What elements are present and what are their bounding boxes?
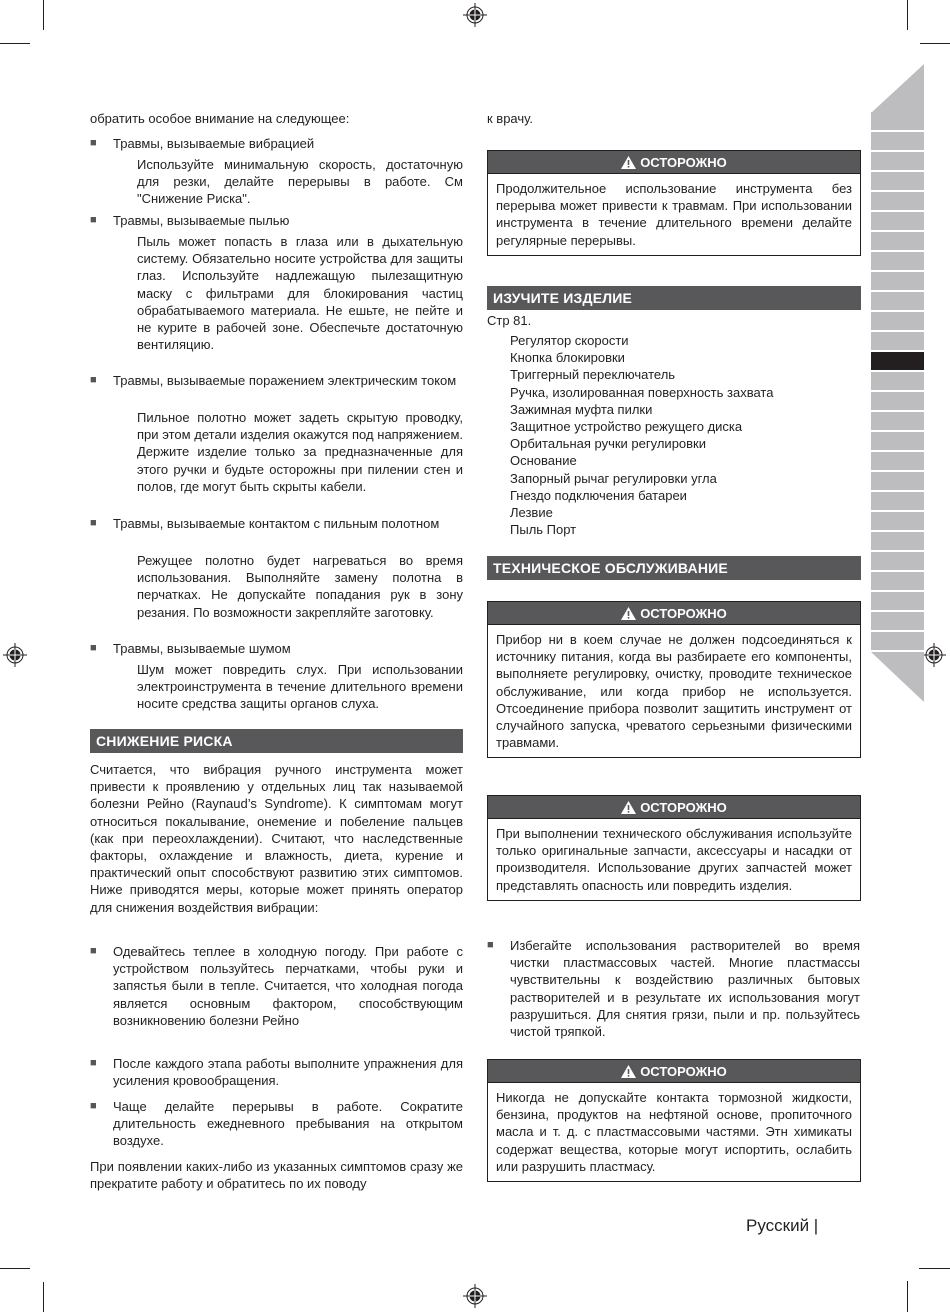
parts-list-item: Основание xyxy=(510,453,577,469)
registration-mark-icon xyxy=(3,643,27,667)
page-reference: Стр 81. xyxy=(487,313,532,328)
crop-mark xyxy=(919,1268,950,1269)
parts-list-item: Регулятор скорости xyxy=(510,333,629,348)
side-index-tabs xyxy=(871,112,924,652)
hazard-item xyxy=(90,135,463,152)
hazard-item xyxy=(90,212,463,229)
caution-text: При выполнении технического обслуживания используйте только оригинальные запчасти, аксессуары и насадки от производителя. Использование других запчастей может представлять опасность или повредить изделия. xyxy=(496,826,852,893)
warning-icon xyxy=(621,801,636,814)
caution-header: ОСТОРОЖНО xyxy=(488,602,860,625)
side-index-tab xyxy=(871,532,924,552)
crop-mark xyxy=(0,1268,30,1269)
side-index-tab xyxy=(871,152,924,172)
registration-mark-icon xyxy=(463,1284,487,1308)
bullet-icon: ■ xyxy=(487,939,494,951)
caution-text: Продолжительное использование инструмента без перерыва может привести к травмам. При использовании инструмента в течение длительного времени делайте регулярные перерывы. xyxy=(496,181,852,248)
side-index-tab xyxy=(871,412,924,432)
side-index-tab xyxy=(871,272,924,292)
side-index-tab xyxy=(871,352,924,372)
side-index-tab xyxy=(871,572,924,592)
bullet-icon: ■ xyxy=(90,214,97,226)
bullet-icon: ■ xyxy=(90,1057,97,1069)
parts-list-item: Запорный рычаг регулировки угла xyxy=(510,470,717,486)
bullet-icon: ■ xyxy=(90,945,97,957)
side-index-tab xyxy=(871,512,924,532)
side-index-tab xyxy=(871,292,924,312)
crop-mark xyxy=(0,43,30,44)
side-index-top-triangle xyxy=(871,64,924,113)
continuation-text: к врачу. xyxy=(487,111,533,126)
caution-text: Прибор ни в коем случае не должен подсоединяться к источнику питания, когда вы разбираете его компоненты, выполняете регулировку, очистку, проводите техническое обслуживание, или когда прибор не используется. Отсоединение прибора позволит защитить инструмент от случайного запуска, чреватого серьезными физическими травмами. xyxy=(496,632,852,751)
side-index-tab xyxy=(871,252,924,272)
risk-bullet: ■ Чаще делайте перерывы в работе. Сократите длительность ежедневного пребывания на открытом воздухе. xyxy=(90,1099,463,1149)
side-index-tab xyxy=(871,192,924,212)
section-heading-know-product: ИЗУЧИТЕ ИЗДЕЛИЕ xyxy=(487,286,861,310)
crop-mark xyxy=(920,43,950,44)
hazard-text: Режущее полотно будет нагреваться во время использования. Выполняйте замену полотна в перчатках. Не допускайте попадания рук в зону резания. По возможности закрепляйте заготовку. xyxy=(137,553,463,620)
hazard-text: Пыль может попасть в глаза или в дыхательную систему. Обязательно носите устройства для защиты глаз. Используйте надлежащую пылезащитную маску с фильтрами для блокирования частиц обрабатываемого материала. Не ешьте, не пейте и не курите в рабочей зоне. Обеспечьте достаточную вентиляцию. xyxy=(137,234,463,353)
crop-mark xyxy=(43,0,44,30)
parts-list-item: Кнопка блокировки xyxy=(510,350,625,366)
caution-box xyxy=(487,795,861,901)
side-index-tab xyxy=(871,492,924,512)
side-index-tab xyxy=(871,172,924,192)
side-index-tab xyxy=(871,312,924,332)
caution-text: Никогда не допускайте контакта тормозной жидкости, бензина, продуктов на нефтяной основе, пропиточного масла и т. д. с пластмассовыми частями. Этн химикаты содержат вещества, которые могут испортить, ослабить или разрушить пластмасу. xyxy=(496,1090,852,1174)
bullet-icon: ■ xyxy=(90,137,97,149)
side-index-bottom-triangle xyxy=(871,652,924,702)
parts-list-item: Зажимная муфта пилки xyxy=(510,401,653,417)
side-index-tab xyxy=(871,612,924,632)
side-index-tab xyxy=(871,552,924,572)
crop-mark xyxy=(907,0,908,30)
section-heading-maintenance: ТЕХНИЧЕСКОЕ ОБСЛУЖИВАНИЕ xyxy=(487,556,861,580)
caution-box xyxy=(487,1059,861,1182)
bullet-icon: ■ xyxy=(90,642,97,654)
hazard-item xyxy=(90,515,463,532)
bullet-icon: ■ xyxy=(90,517,97,529)
side-index-tab xyxy=(871,432,924,452)
hazard-title: Травмы, вызываемые контактом с пильным полотном xyxy=(113,516,440,531)
registration-mark-icon xyxy=(922,643,946,667)
side-index-tab xyxy=(871,592,924,612)
registration-mark-icon xyxy=(463,3,487,27)
side-index-tab xyxy=(871,232,924,252)
maintenance-bullet: ■ Избегайте использования растворителей во время чистки пластмассовых частей. Многие пластмассы чувствительны к воздействию различных бытовых растворителей и в результате их использования могут разрушиться. Для снятия грязи, пыли и пр. пользуйтесь чистой тряпкой. xyxy=(487,938,860,1040)
hazard-title: Травмы, вызываемые пылью xyxy=(113,213,290,228)
parts-list-item: Защитное устройство режущего диска xyxy=(510,419,743,435)
caution-header: ОСТОРОЖНО xyxy=(488,796,860,819)
warning-icon xyxy=(621,1065,636,1078)
crop-mark xyxy=(907,1281,908,1312)
side-index-tab xyxy=(871,472,924,492)
side-index-tab xyxy=(871,452,924,472)
warning-icon xyxy=(621,607,636,620)
side-index-tab xyxy=(871,112,924,132)
parts-list-item: Ручка, изолированная поверхность захвата xyxy=(510,384,774,400)
hazard-title: Травмы, вызываемые вибрацией xyxy=(113,136,315,151)
caution-box xyxy=(487,601,861,758)
side-index-tab xyxy=(871,372,924,392)
risk-bullet: ■ После каждого этапа работы выполните упражнения для усиления кровообращения. xyxy=(90,1056,463,1089)
caution-header: ОСТОРОЖНО xyxy=(488,151,860,174)
caution-header: ОСТОРОЖНО xyxy=(488,1060,860,1083)
footer-language: Русский | xyxy=(746,1216,819,1235)
hazard-item xyxy=(90,640,463,657)
hazard-item xyxy=(90,372,463,389)
warning-icon xyxy=(621,156,636,169)
bullet-icon: ■ xyxy=(90,374,97,386)
hazard-text: Используйте минимальную скорость, достаточную для резки, делайте перерывы в работе. См "Снижение Риска". xyxy=(137,157,463,207)
parts-list-item: Пыль Порт xyxy=(510,522,577,538)
parts-list-item: Триггерный переключатель xyxy=(510,367,676,383)
side-index-tab xyxy=(871,332,924,352)
risk-closing: При появлении каких-либо из указанных симптомов сразу же прекратите работу и обратитесь по их поводу xyxy=(90,1159,463,1192)
hazard-text: Пильное полотно может задеть скрытую проводку, при этом детали изделия окажутся под напряжением. Держите изделие только за предназначенные для этого ручки и будьте осторожны при пилении стен и полов, где могут быть скрыты кабели. xyxy=(137,410,463,494)
side-index-tab xyxy=(871,132,924,152)
side-index-tab xyxy=(871,392,924,412)
side-index-tab xyxy=(871,212,924,232)
hazard-text: Шум может повредить слух. При использовании электроинструмента в течение длительного времени носите средства защиты органов слуха. xyxy=(137,662,463,712)
parts-list-item: Лезвие xyxy=(510,505,553,521)
risk-intro: Считается, что вибрация ручного инструмента может привести к проявлению у отдельных лиц так называемой болезни Рейно (Raynaud’s Syndrome). К симптомам могут относиться покалывание, онемение и побеление пальцев (как при переохлаждении). Считают, что наследственные факторы, охлаждение и влажность, диета, курение и практический опыт способствуют развитию этих симптомов. Ниже приводятся меры, которые может принять оператор для снижения воздействия вибрации: xyxy=(90,762,463,915)
hazard-title: Травмы, вызываемые поражением электрическим током xyxy=(113,373,457,388)
risk-bullet: ■ Одевайтесь теплее в холодную погоду. При работе с устройством пользуйтесь перчатками, чтобы руки и запястья были в тепле. Считается, что холодная погода является основным фактором, способствующим возникновению болезни Рейно xyxy=(90,944,463,1028)
crop-mark xyxy=(43,1282,44,1312)
side-index-tab xyxy=(871,632,924,652)
parts-list xyxy=(510,332,860,538)
section-heading-risk: СНИЖЕНИЕ РИСКА xyxy=(90,729,463,753)
hazard-title: Травмы, вызываемые шумом xyxy=(113,641,291,656)
parts-list-item: Гнездо подключения батареи xyxy=(510,487,687,503)
intro-text: обратить особое внимание на следующее: xyxy=(90,111,350,126)
bullet-icon: ■ xyxy=(90,1100,97,1112)
parts-list-item: Орбитальная ручки регулировки xyxy=(510,436,707,452)
caution-box xyxy=(487,150,861,256)
